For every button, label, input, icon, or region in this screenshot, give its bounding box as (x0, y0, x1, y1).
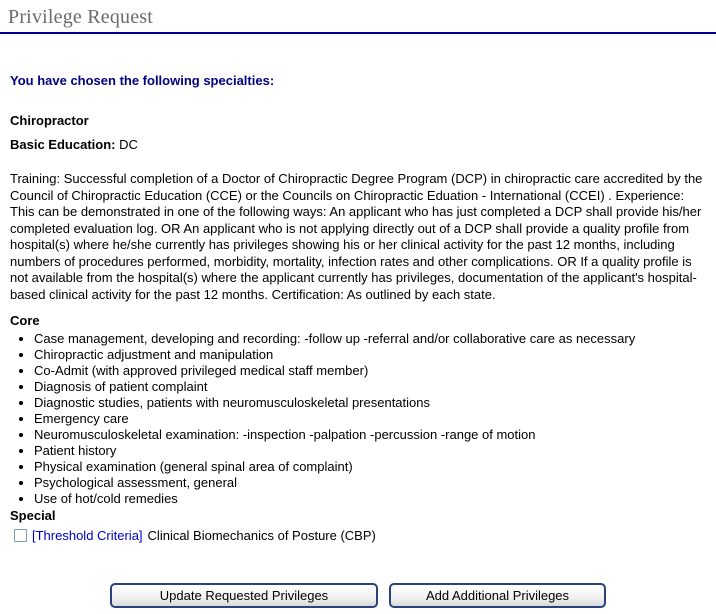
list-item: • Patient history (34, 443, 706, 459)
basic-education-row (10, 137, 706, 152)
page-title: Privilege Request (8, 6, 154, 28)
add-additional-privileges-button[interactable]: Add Additional Privileges (389, 583, 606, 608)
list-item: • Case management, developing and recording: -follow up -referral and/or collaborative care as necessary (34, 331, 706, 347)
list-item: • Neuromusculoskeletal examination: -inspection -palpation -percussion -range of motion (34, 427, 706, 443)
list-item: • Emergency care (34, 411, 706, 427)
list-item: • Diagnosis of patient complaint (34, 379, 706, 395)
list-item: • Chiropractic adjustment and manipulation (34, 347, 706, 363)
threshold-criteria-link[interactable]: [Threshold Criteria] (32, 527, 143, 543)
list-item: • Use of hot/cold remedies (34, 491, 706, 507)
intro-text: You have chosen the following specialties: (10, 73, 275, 88)
special-heading: Special (10, 508, 56, 523)
threshold-criteria-checkbox[interactable] (14, 529, 27, 542)
special-item-label: Clinical Biomechanics of Posture (CBP) (147, 527, 376, 543)
page-header (0, 0, 716, 32)
basic-education-label: Basic Education: (10, 137, 116, 152)
core-heading: Core (10, 313, 40, 328)
core-privileges-list (10, 331, 706, 507)
header-divider (0, 32, 716, 34)
specialty-description: Training: Successful completion of a Doctor of Chiropractic Degree Program (DCP) in chiropractic care accredited by the Council of Chiropractic Education (CCE) or the Councils on Chiropractic Eduation - International (CCEI) . Experience: This can be demonstrated in one of the following ways: An applicant who has just completed a DCP shall provide his/her completed evaluation log. OR An applicant who is not applying directly out of a DCP shall provide a quality profile from hospital(s) where he/she currently has privileges showing his or her clinical activity for the past 12 months, including numbers of procedures performed, morbidity, mortality, infection rates and other complications. OR If a quality profile is not available from the hospital(s) where the applicant currently has privileges, documentation of the applicant's hospital-based clinical activity for the past 12 months. Certification: As outlined by each state. (10, 171, 703, 302)
footer-button-row (10, 583, 706, 608)
update-requested-privileges-button[interactable]: Update Requested Privileges (110, 583, 378, 608)
list-item: • Physical examination (general spinal area of complaint) (34, 459, 706, 475)
basic-education-value: DC (119, 137, 138, 152)
list-item: • Diagnostic studies, patients with neuromusculoskeletal presentations (34, 395, 706, 411)
list-item: • Co-Admit (with approved privileged medical staff member) (34, 363, 706, 379)
specialty-name: Chiropractor (10, 113, 89, 128)
main-content (0, 73, 716, 608)
special-privilege-row (10, 526, 706, 544)
list-item: • Psychological assessment, general (34, 475, 706, 491)
